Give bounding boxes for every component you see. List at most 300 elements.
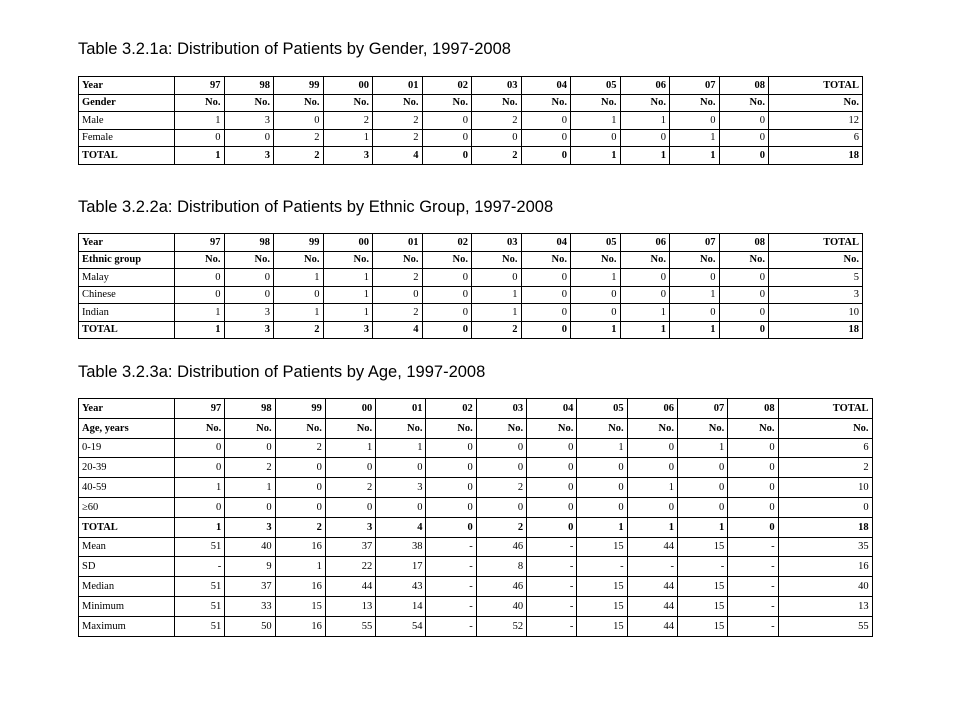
table-cell: 16: [275, 577, 325, 597]
table-cell: 0: [527, 478, 577, 498]
table-gender: [78, 76, 863, 165]
table-cell: 0: [175, 497, 225, 517]
table-cell: -: [728, 557, 778, 577]
table-row: [79, 577, 873, 597]
table-cell: 44: [627, 577, 677, 597]
table-row: [79, 478, 873, 498]
row-label-cell: Female: [79, 129, 175, 147]
row-label-cell: Indian: [79, 304, 175, 322]
table-cell: 0: [521, 304, 571, 322]
table-cell: 04: [527, 399, 577, 419]
table-cell: 3: [224, 321, 274, 339]
table-row: [79, 557, 873, 577]
table-cell: No.: [571, 94, 621, 112]
table-cell: No.: [620, 251, 670, 269]
table-cell: 2: [476, 478, 526, 498]
table-cell: No.: [426, 418, 476, 438]
table-cell: 0: [571, 129, 621, 147]
table-cell: 4: [373, 321, 423, 339]
table-cell: 0: [175, 438, 225, 458]
table-cell: 0: [521, 112, 571, 130]
table-cell: 0: [175, 458, 225, 478]
table-row: [79, 286, 863, 304]
table-cell: 1: [571, 147, 621, 165]
table-cell: 0: [620, 129, 670, 147]
table-cell: 07: [670, 77, 720, 95]
table-cell: 5: [769, 269, 863, 287]
table-cell: 1: [325, 438, 375, 458]
table-cell: -: [627, 557, 677, 577]
table-cell: 0: [627, 438, 677, 458]
table-cell: 2: [472, 147, 522, 165]
table-cell: 0: [224, 269, 274, 287]
table-cell: 0: [670, 304, 720, 322]
table-cell: No.: [175, 94, 225, 112]
table-cell: No.: [225, 418, 275, 438]
table-cell: 44: [325, 577, 375, 597]
table-cell: 06: [627, 399, 677, 419]
row-label-cell: 0-19: [79, 438, 175, 458]
table-cell: 1: [571, 269, 621, 287]
table-cell: 0: [571, 304, 621, 322]
table-cell: 3: [323, 147, 373, 165]
table-cell: No.: [571, 251, 621, 269]
header-row: [79, 234, 863, 252]
table-cell: No.: [274, 94, 324, 112]
table-cell: -: [426, 577, 476, 597]
row-label-cell: Chinese: [79, 286, 175, 304]
table-caption-gender: Table 3.2.1a: Distribution of Patients by Gender, 1997-2008: [78, 40, 511, 58]
table-cell: 0: [224, 129, 274, 147]
table-cell: 2: [323, 112, 373, 130]
table-cell: No.: [778, 418, 872, 438]
table-cell: 0: [422, 147, 472, 165]
table-cell: 0: [728, 438, 778, 458]
table-cell: 02: [426, 399, 476, 419]
table-cell: No.: [521, 94, 571, 112]
table-cell: 1: [175, 147, 225, 165]
table-cell: 1: [472, 286, 522, 304]
table-cell: 1: [620, 304, 670, 322]
table-cell: 3: [376, 478, 426, 498]
table-cell: 0: [175, 269, 225, 287]
table-cell: 51: [175, 577, 225, 597]
table-cell: No.: [224, 94, 274, 112]
table-cell: 0: [422, 129, 472, 147]
table-age: [78, 398, 873, 637]
table-cell: No.: [670, 94, 720, 112]
table-cell: 51: [175, 596, 225, 616]
table-cell: 0: [577, 497, 627, 517]
table-cell: 15: [577, 616, 627, 636]
table-cell: 4: [373, 147, 423, 165]
table-cell: 0: [719, 129, 769, 147]
table-cell: 99: [274, 77, 324, 95]
table-cell: -: [527, 537, 577, 557]
table-cell: 2: [472, 321, 522, 339]
table-cell: 08: [719, 234, 769, 252]
table-cell: 0: [627, 497, 677, 517]
table-cell: 2: [274, 321, 324, 339]
table-cell: 1: [376, 438, 426, 458]
table-cell: 0: [325, 458, 375, 478]
table-cell: 0: [577, 478, 627, 498]
table-cell: 1: [175, 478, 225, 498]
table-cell: 33: [225, 596, 275, 616]
table-cell: 14: [376, 596, 426, 616]
table-cell: 50: [225, 616, 275, 636]
table-cell: 2: [373, 269, 423, 287]
table-cell: 0: [677, 497, 727, 517]
row-label-cell: Age, years: [79, 418, 175, 438]
row-label-cell: 20-39: [79, 458, 175, 478]
table-cell: 0: [274, 112, 324, 130]
row-label-cell: ≥60: [79, 497, 175, 517]
table-cell: 0: [175, 286, 225, 304]
header-row: [79, 77, 863, 95]
table-cell: 15: [577, 596, 627, 616]
table-cell: 0: [476, 497, 526, 517]
table-row: [79, 438, 873, 458]
table-cell: 3: [325, 517, 375, 537]
table-cell: 2: [325, 478, 375, 498]
table-cell: 15: [275, 596, 325, 616]
table-cell: 37: [325, 537, 375, 557]
table-cell: 3: [224, 112, 274, 130]
table-cell: No.: [719, 94, 769, 112]
table-row: [79, 497, 873, 517]
table-cell: No.: [323, 94, 373, 112]
table-cell: 1: [225, 478, 275, 498]
table-cell: 2: [476, 517, 526, 537]
table-cell: 2: [274, 129, 324, 147]
table-cell: 06: [620, 234, 670, 252]
table-cell: 51: [175, 616, 225, 636]
table-cell: 0: [422, 304, 472, 322]
subheader-row: [79, 418, 873, 438]
table-cell: No.: [476, 418, 526, 438]
table-cell: 44: [627, 537, 677, 557]
table-cell: 1: [677, 438, 727, 458]
table-cell: No.: [719, 251, 769, 269]
table-cell: No.: [422, 94, 472, 112]
table-cell: -: [728, 616, 778, 636]
table-cell: No.: [472, 251, 522, 269]
table-cell: -: [527, 616, 577, 636]
subheader-row: [79, 94, 863, 112]
table-cell: 03: [472, 77, 522, 95]
table-cell: 0: [527, 517, 577, 537]
table-cell: -: [426, 537, 476, 557]
row-label-cell: Year: [79, 234, 175, 252]
total-row: [79, 517, 873, 537]
table-cell: 15: [577, 577, 627, 597]
table-cell: 06: [620, 77, 670, 95]
table-cell: 0: [521, 129, 571, 147]
table-cell: No.: [769, 251, 863, 269]
table-cell: 55: [325, 616, 375, 636]
table-cell: 1: [577, 517, 627, 537]
table-cell: 05: [571, 234, 621, 252]
table-cell: 04: [521, 234, 571, 252]
table-cell: -: [728, 537, 778, 557]
table-cell: 0: [422, 286, 472, 304]
table-cell: 1: [274, 269, 324, 287]
table-cell: 38: [376, 537, 426, 557]
table-cell: No.: [274, 251, 324, 269]
table-cell: 0: [426, 438, 476, 458]
table-cell: 0: [728, 497, 778, 517]
table-cell: 04: [521, 77, 571, 95]
table-cell: 0: [521, 321, 571, 339]
table-cell: 6: [778, 438, 872, 458]
table-cell: 02: [422, 234, 472, 252]
table-cell: 03: [476, 399, 526, 419]
table-cell: 0: [476, 458, 526, 478]
table-cell: 13: [325, 596, 375, 616]
table-cell: No.: [325, 418, 375, 438]
table-cell: No.: [373, 94, 423, 112]
table-cell: 0: [677, 458, 727, 478]
table-cell: 1: [670, 147, 720, 165]
table-cell: 2: [274, 147, 324, 165]
table-cell: 1: [274, 304, 324, 322]
table-cell: 6: [769, 129, 863, 147]
row-label-cell: TOTAL: [79, 321, 175, 339]
table-ethnic: [78, 233, 863, 339]
row-label-cell: Minimum: [79, 596, 175, 616]
table-cell: 16: [778, 557, 872, 577]
table-cell: 2: [373, 304, 423, 322]
table-cell: 0: [521, 269, 571, 287]
table-cell: 10: [778, 478, 872, 498]
table-cell: 0: [719, 269, 769, 287]
table-cell: 1: [571, 112, 621, 130]
table-cell: 1: [577, 438, 627, 458]
table-cell: No.: [728, 418, 778, 438]
table-cell: 0: [175, 129, 225, 147]
table-cell: 2: [373, 129, 423, 147]
table-cell: 0: [275, 478, 325, 498]
table-cell: No.: [422, 251, 472, 269]
row-label-cell: Malay: [79, 269, 175, 287]
table-cell: TOTAL: [769, 77, 863, 95]
table-cell: 1: [323, 129, 373, 147]
table-cell: No.: [373, 251, 423, 269]
table-cell: 0: [527, 497, 577, 517]
table-cell: 97: [175, 399, 225, 419]
table-cell: 99: [274, 234, 324, 252]
table-cell: 0: [422, 112, 472, 130]
table-cell: 0: [719, 321, 769, 339]
table-cell: 0: [521, 286, 571, 304]
table-cell: 1: [275, 557, 325, 577]
row-label-cell: Male: [79, 112, 175, 130]
table-cell: No.: [527, 418, 577, 438]
table-cell: 0: [426, 478, 476, 498]
table-cell: No.: [472, 94, 522, 112]
table-cell: 0: [275, 458, 325, 478]
table-cell: 0: [778, 497, 872, 517]
table-cell: 0: [373, 286, 423, 304]
table-row: [79, 596, 873, 616]
table-cell: 0: [422, 269, 472, 287]
header-row: [79, 399, 873, 419]
row-label-cell: TOTAL: [79, 517, 175, 537]
table-cell: No.: [224, 251, 274, 269]
table-cell: 1: [323, 269, 373, 287]
table-cell: 44: [627, 596, 677, 616]
table-caption-ethnic: Table 3.2.2a: Distribution of Patients by Ethnic Group, 1997-2008: [78, 198, 554, 216]
table-cell: 03: [472, 234, 522, 252]
table-cell: 0: [527, 438, 577, 458]
table-cell: -: [527, 577, 577, 597]
table-cell: 0: [728, 478, 778, 498]
table-cell: 0: [719, 286, 769, 304]
table-cell: 1: [571, 321, 621, 339]
table-cell: 0: [422, 321, 472, 339]
table-cell: 97: [175, 77, 225, 95]
table-cell: 0: [472, 129, 522, 147]
table-cell: 1: [677, 517, 727, 537]
table-cell: 46: [476, 577, 526, 597]
table-row: [79, 616, 873, 636]
table-cell: 0: [728, 458, 778, 478]
table-cell: 0: [472, 269, 522, 287]
table-cell: 1: [323, 304, 373, 322]
table-cell: 0: [225, 497, 275, 517]
table-cell: 15: [677, 537, 727, 557]
table-cell: 01: [376, 399, 426, 419]
table-cell: 08: [719, 77, 769, 95]
row-label-cell: Maximum: [79, 616, 175, 636]
table-cell: 98: [224, 234, 274, 252]
table-row: [79, 304, 863, 322]
table-cell: 12: [769, 112, 863, 130]
row-label-cell: Median: [79, 577, 175, 597]
table-cell: 1: [175, 112, 225, 130]
table-cell: 0: [476, 438, 526, 458]
table-cell: 98: [225, 399, 275, 419]
table-cell: No.: [521, 251, 571, 269]
table-cell: -: [577, 557, 627, 577]
table-cell: 15: [677, 596, 727, 616]
table-cell: 1: [670, 129, 720, 147]
table-cell: TOTAL: [769, 234, 863, 252]
table-cell: 0: [627, 458, 677, 478]
table-cell: 0: [677, 478, 727, 498]
table-row: [79, 112, 863, 130]
table-cell: -: [527, 557, 577, 577]
table-cell: 2: [373, 112, 423, 130]
table-cell: -: [426, 616, 476, 636]
row-label-cell: Mean: [79, 537, 175, 557]
table-cell: -: [728, 577, 778, 597]
table-cell: 0: [274, 286, 324, 304]
total-row: [79, 147, 863, 165]
table-cell: 16: [275, 616, 325, 636]
table-row: [79, 269, 863, 287]
table-cell: 0: [719, 304, 769, 322]
table-cell: 15: [677, 616, 727, 636]
table-cell: No.: [577, 418, 627, 438]
table-cell: No.: [627, 418, 677, 438]
table-cell: 2: [778, 458, 872, 478]
table-cell: 15: [577, 537, 627, 557]
table-row: [79, 458, 873, 478]
table-cell: 0: [224, 286, 274, 304]
table-cell: -: [175, 557, 225, 577]
table-cell: 40: [225, 537, 275, 557]
table-cell: 16: [275, 537, 325, 557]
table-cell: 02: [422, 77, 472, 95]
table-cell: 3: [224, 147, 274, 165]
table-cell: No.: [620, 94, 670, 112]
table-cell: 0: [376, 458, 426, 478]
table-cell: 97: [175, 234, 225, 252]
table-cell: 35: [778, 537, 872, 557]
table-cell: 05: [571, 77, 621, 95]
table-cell: 10: [769, 304, 863, 322]
table-cell: 54: [376, 616, 426, 636]
row-label-cell: Ethnic group: [79, 251, 175, 269]
table-cell: 0: [325, 497, 375, 517]
table-cell: 3: [769, 286, 863, 304]
table-cell: 4: [376, 517, 426, 537]
table-cell: 43: [376, 577, 426, 597]
table-cell: 3: [323, 321, 373, 339]
table-cell: 13: [778, 596, 872, 616]
table-cell: 18: [769, 147, 863, 165]
table-cell: 46: [476, 537, 526, 557]
table-cell: 01: [373, 234, 423, 252]
table-cell: 2: [275, 517, 325, 537]
table-cell: 00: [325, 399, 375, 419]
table-cell: -: [527, 596, 577, 616]
table-cell: 0: [577, 458, 627, 478]
table-cell: 40: [778, 577, 872, 597]
table-cell: 0: [571, 286, 621, 304]
table-cell: 98: [224, 77, 274, 95]
table-cell: 0: [670, 269, 720, 287]
table-cell: 01: [373, 77, 423, 95]
table-cell: No.: [175, 251, 225, 269]
table-cell: 1: [620, 147, 670, 165]
table-cell: 07: [670, 234, 720, 252]
row-label-cell: SD: [79, 557, 175, 577]
table-cell: No.: [670, 251, 720, 269]
table-cell: 15: [677, 577, 727, 597]
table-cell: No.: [769, 94, 863, 112]
table-cell: 0: [426, 497, 476, 517]
table-cell: 51: [175, 537, 225, 557]
table-cell: 0: [620, 269, 670, 287]
table-cell: 0: [620, 286, 670, 304]
table-cell: 05: [577, 399, 627, 419]
table-cell: 1: [175, 321, 225, 339]
table-cell: 1: [620, 112, 670, 130]
table-row: [79, 537, 873, 557]
row-label-cell: Gender: [79, 94, 175, 112]
table-cell: 1: [472, 304, 522, 322]
table-cell: 2: [472, 112, 522, 130]
table-cell: 0: [376, 497, 426, 517]
table-cell: 00: [323, 77, 373, 95]
table-cell: 3: [225, 517, 275, 537]
table-cell: -: [677, 557, 727, 577]
table-row: [79, 129, 863, 147]
table-cell: 52: [476, 616, 526, 636]
